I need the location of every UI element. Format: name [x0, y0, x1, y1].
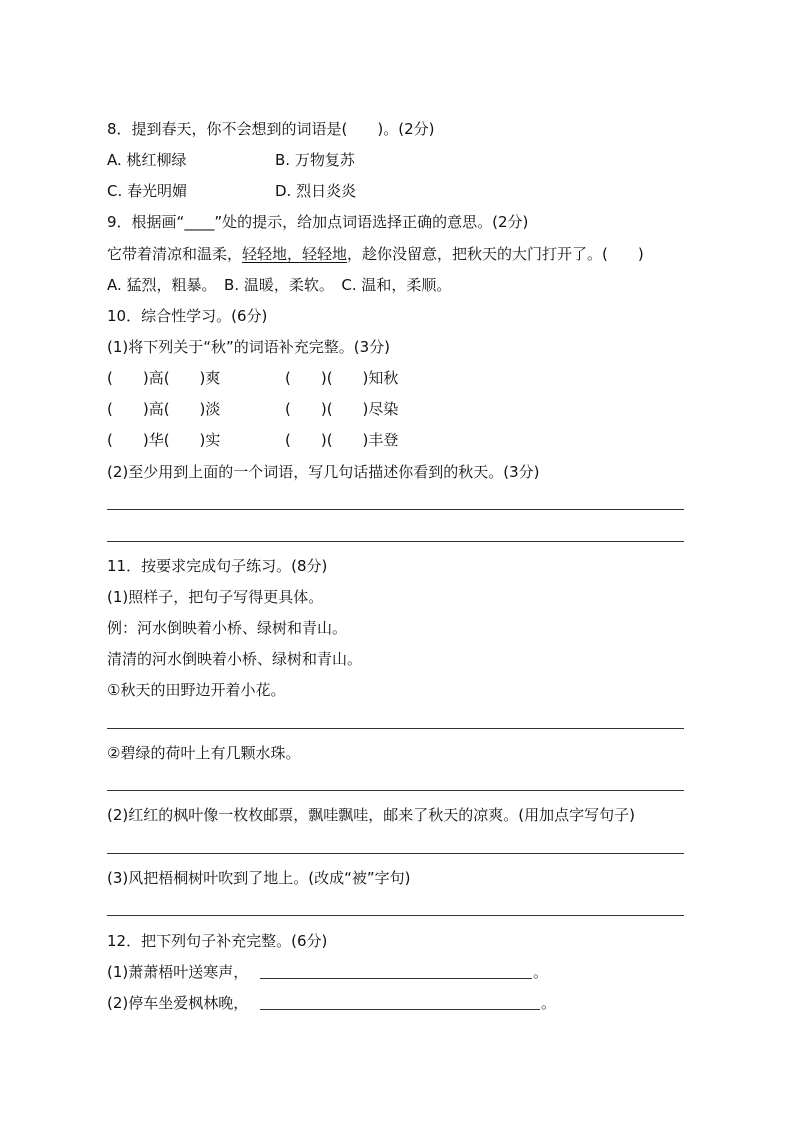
- answer-line: [107, 915, 684, 916]
- q10-sub1: (1)将下列关于“秋”的词语补充完整。(3分): [107, 338, 391, 356]
- answer-line: [107, 509, 684, 510]
- q8-stem: 8．提到春天，你不会想到的词语是( )。(2分): [107, 120, 435, 138]
- answer-line: [107, 728, 684, 729]
- q9-underlined-words: 轻轻地，轻轻地: [242, 245, 348, 263]
- q11-stem: 11．按要求完成句子练习。(8分): [107, 557, 328, 575]
- answer-line: [107, 541, 684, 542]
- q9-sentence-post: ，趁你没留意，把秋天的大门打开了。( ): [347, 245, 644, 263]
- q10-stem: 10．综合性学习。(6分): [107, 307, 268, 325]
- q12-blank-1: [260, 978, 532, 979]
- q8-option-b: B. 万物复苏: [275, 151, 355, 169]
- q10-word-1a: ( )高( )爽: [107, 369, 221, 387]
- q12-line2: (2)停车坐爱枫林晚，: [107, 994, 249, 1012]
- q8-option-d: D. 烈日炎炎: [275, 182, 357, 200]
- q9-sentence: [107, 244, 644, 264]
- q11-example2: 清清的河水倒映着小桥、绿树和青山。: [107, 650, 363, 668]
- q12-blank-2: [260, 1009, 540, 1010]
- q8-option-a: A. 桃红柳绿: [107, 151, 187, 169]
- q10-word-2b: ( )( )尽染: [285, 400, 399, 418]
- q12-stem: 12．把下列句子补充完整。(6分): [107, 932, 328, 950]
- answer-line: [107, 790, 684, 791]
- q10-word-2a: ( )高( )淡: [107, 400, 221, 418]
- q11-sub3: (3)风把梧桐树叶吹到了地上。(改成“被”字句): [107, 869, 411, 887]
- q11-item1: ①秋天的田野边开着小花。: [107, 681, 286, 699]
- q10-word-1b: ( )( )知秋: [285, 369, 399, 387]
- q12-line1: (1)萧萧梧叶送寒声，: [107, 963, 249, 981]
- q10-word-3a: ( )华( )实: [107, 431, 221, 449]
- q9-sentence-pre: 它带着清凉和温柔，: [107, 245, 243, 263]
- q8-option-c: C. 春光明媚: [107, 182, 188, 200]
- q9-stem: 9．根据画“____”处的提示，给加点词语选择正确的意思。(2分): [107, 213, 529, 231]
- q9-options: A. 猛烈，粗暴。 B. 温暖，柔软。 C. 温和，柔顺。: [107, 276, 452, 294]
- q11-sub1: (1)照样子，把句子写得更具体。: [107, 588, 324, 606]
- q11-example1: 例：河水倒映着小桥、绿树和青山。: [107, 619, 348, 637]
- answer-line: [107, 853, 684, 854]
- q12-line2-end: 。: [541, 994, 557, 1012]
- q10-sub2: (2)至少用到上面的一个词语，写几句话描述你看到的秋天。(3分): [107, 463, 540, 481]
- q10-word-3b: ( )( )丰登: [285, 431, 399, 449]
- q11-item2: ②碧绿的荷叶上有几颗水珠。: [107, 744, 301, 762]
- q12-line1-end: 。: [533, 963, 549, 981]
- q11-sub2: (2)红红的枫叶像一枚枚邮票，飘哇飘哇，邮来了秋天的凉爽。(用加点字写句子): [107, 806, 635, 824]
